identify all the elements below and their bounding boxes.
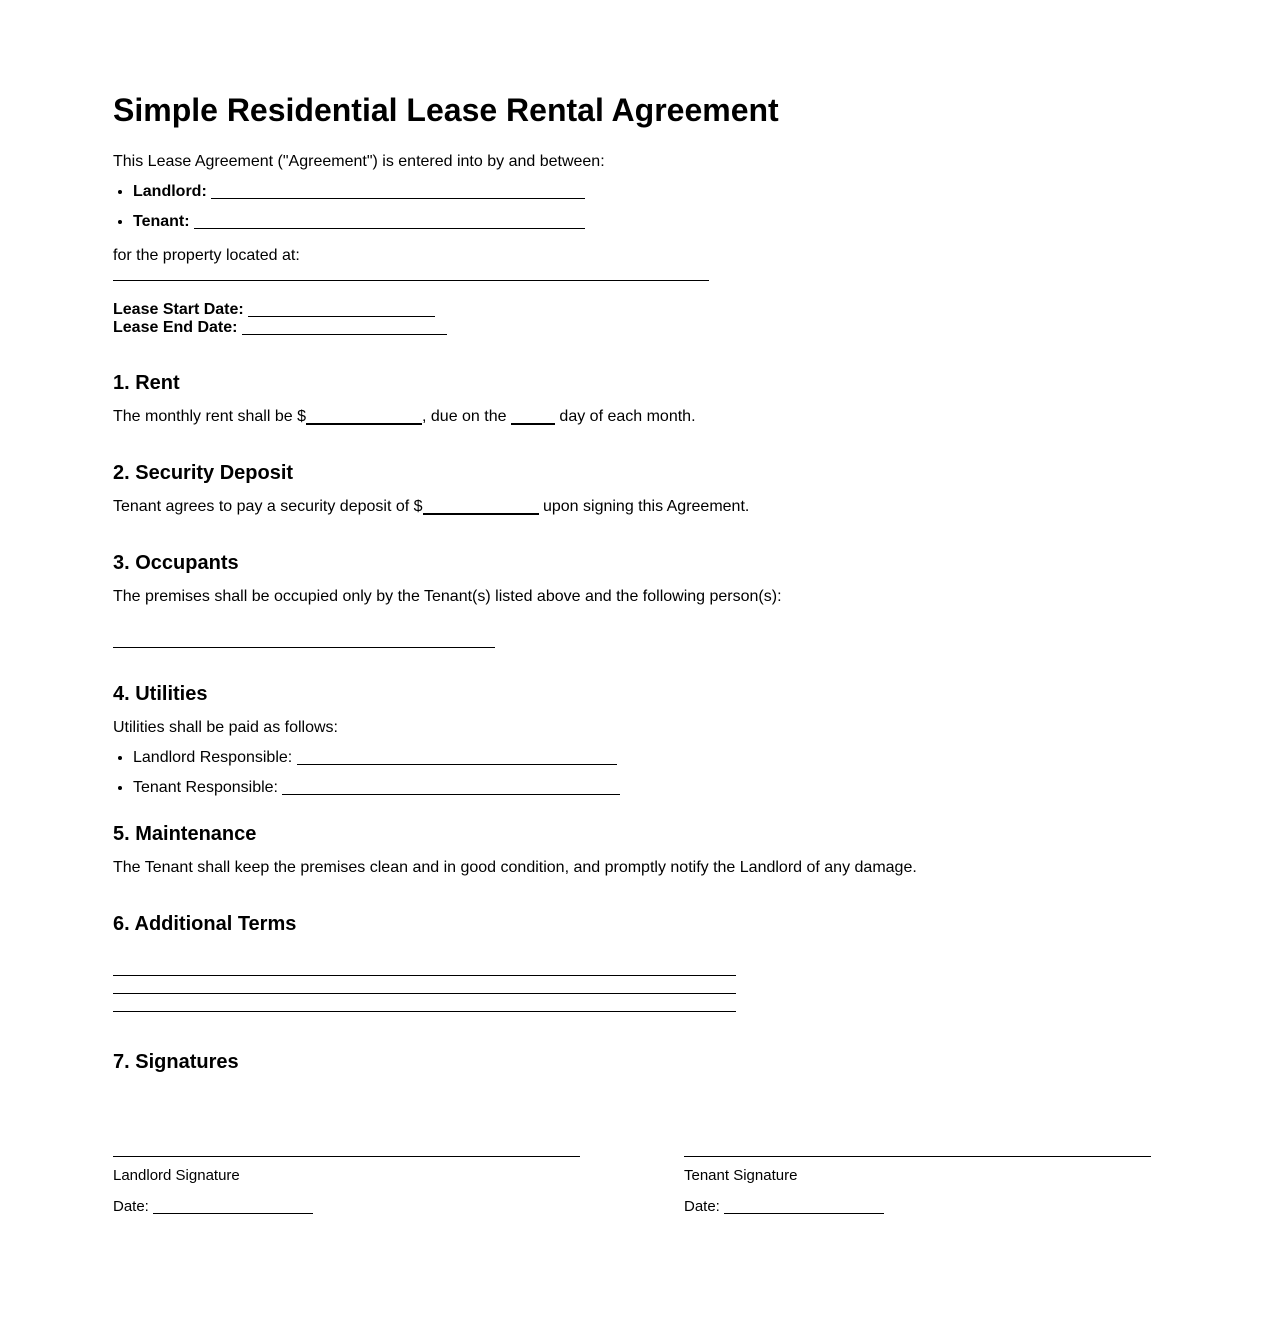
party-landlord — [133, 182, 1153, 202]
additional-terms-fields — [113, 958, 1153, 1012]
additional-term-line[interactable] — [113, 976, 736, 994]
property-label: for the property located at: — [113, 247, 300, 264]
maintenance-heading: 5. Maintenance — [113, 823, 257, 845]
section-maintenance — [113, 822, 1153, 878]
deposit-text-a: Tenant agrees to pay a security deposit of $ — [113, 498, 423, 515]
utility-landlord — [133, 748, 1153, 768]
party-tenant — [133, 212, 1153, 232]
landlord-date-row — [113, 1197, 580, 1217]
landlord-name-field[interactable] — [211, 182, 585, 199]
section-rent — [113, 371, 1153, 427]
tenant-label: Tenant: — [133, 213, 190, 230]
deposit-text — [113, 497, 1153, 517]
property-address-field[interactable] — [113, 266, 709, 281]
tenant-signature-label: Tenant Signature — [684, 1167, 798, 1184]
utility-tenant-field[interactable] — [282, 778, 620, 795]
occupants-field[interactable] — [113, 627, 495, 648]
deposit-text-b: upon signing this Agreement. — [542, 498, 750, 515]
lease-dates — [113, 301, 1153, 337]
utility-landlord-field[interactable] — [297, 748, 617, 765]
section-occupants — [113, 551, 1153, 648]
landlord-label: Landlord: — [133, 183, 207, 200]
lease-end-label: Lease End Date: — [113, 319, 238, 336]
intro-text: This Lease Agreement ("Agreement") is entered into by and between: — [113, 153, 605, 170]
signatures-heading: 7. Signatures — [113, 1051, 239, 1073]
tenant-date-row — [684, 1197, 1151, 1217]
document-title: Simple Residential Lease Rental Agreement — [113, 92, 779, 128]
additional-heading: 6. Additional Terms — [113, 913, 297, 935]
rent-heading: 1. Rent — [113, 372, 180, 394]
maintenance-text: The Tenant shall keep the premises clean and in good condition, and promptly notify the Landlord of any damage. — [113, 859, 917, 876]
tenant-date-field[interactable] — [724, 1199, 884, 1214]
utilities-text: Utilities shall be paid as follows: — [113, 719, 338, 736]
landlord-date-label: Date: — [113, 1198, 149, 1215]
tenant-signature-field[interactable] — [684, 1144, 1151, 1157]
rent-text-a: The monthly rent shall be $ — [113, 408, 306, 425]
landlord-signature-label: Landlord Signature — [113, 1167, 240, 1184]
lease-start-row — [113, 301, 1153, 319]
tenant-date-label: Date: — [684, 1198, 720, 1215]
tenant-name-field[interactable] — [194, 212, 585, 229]
utility-tenant-label: Tenant Responsible: — [133, 779, 278, 796]
section-deposit — [113, 461, 1153, 517]
rent-text — [113, 407, 1153, 427]
lease-end-field[interactable] — [242, 320, 447, 335]
utilities-heading: 4. Utilities — [113, 683, 208, 705]
occupants-text: The premises shall be occupied only by the Tenant(s) listed above and the following person(s): — [113, 588, 782, 605]
section-additional-terms — [113, 912, 1153, 1012]
additional-term-line[interactable] — [113, 994, 736, 1012]
additional-term-line[interactable] — [113, 958, 736, 976]
rent-amount-field[interactable] — [306, 407, 422, 425]
section-signatures — [113, 1050, 1153, 1217]
rent-due-day-field[interactable] — [511, 407, 555, 425]
section-utilities — [113, 682, 1153, 798]
lease-start-field[interactable] — [248, 302, 435, 317]
parties-list — [113, 182, 1153, 232]
deposit-amount-field[interactable] — [423, 497, 539, 515]
lease-document — [113, 90, 1153, 1217]
occupants-heading: 3. Occupants — [113, 552, 239, 574]
tenant-signature-block — [684, 1144, 1151, 1217]
utilities-list — [113, 748, 1153, 798]
utility-landlord-label: Landlord Responsible: — [133, 749, 293, 766]
utility-tenant — [133, 778, 1153, 798]
rent-text-b: , due on the — [422, 408, 507, 425]
deposit-heading: 2. Security Deposit — [113, 462, 294, 484]
landlord-signature-block — [113, 1144, 580, 1217]
lease-end-row — [113, 319, 1153, 337]
rent-text-c: day of each month. — [559, 408, 696, 425]
landlord-signature-field[interactable] — [113, 1144, 580, 1157]
lease-start-label: Lease Start Date: — [113, 301, 244, 318]
signature-area — [113, 1144, 1153, 1217]
landlord-date-field[interactable] — [153, 1199, 313, 1214]
